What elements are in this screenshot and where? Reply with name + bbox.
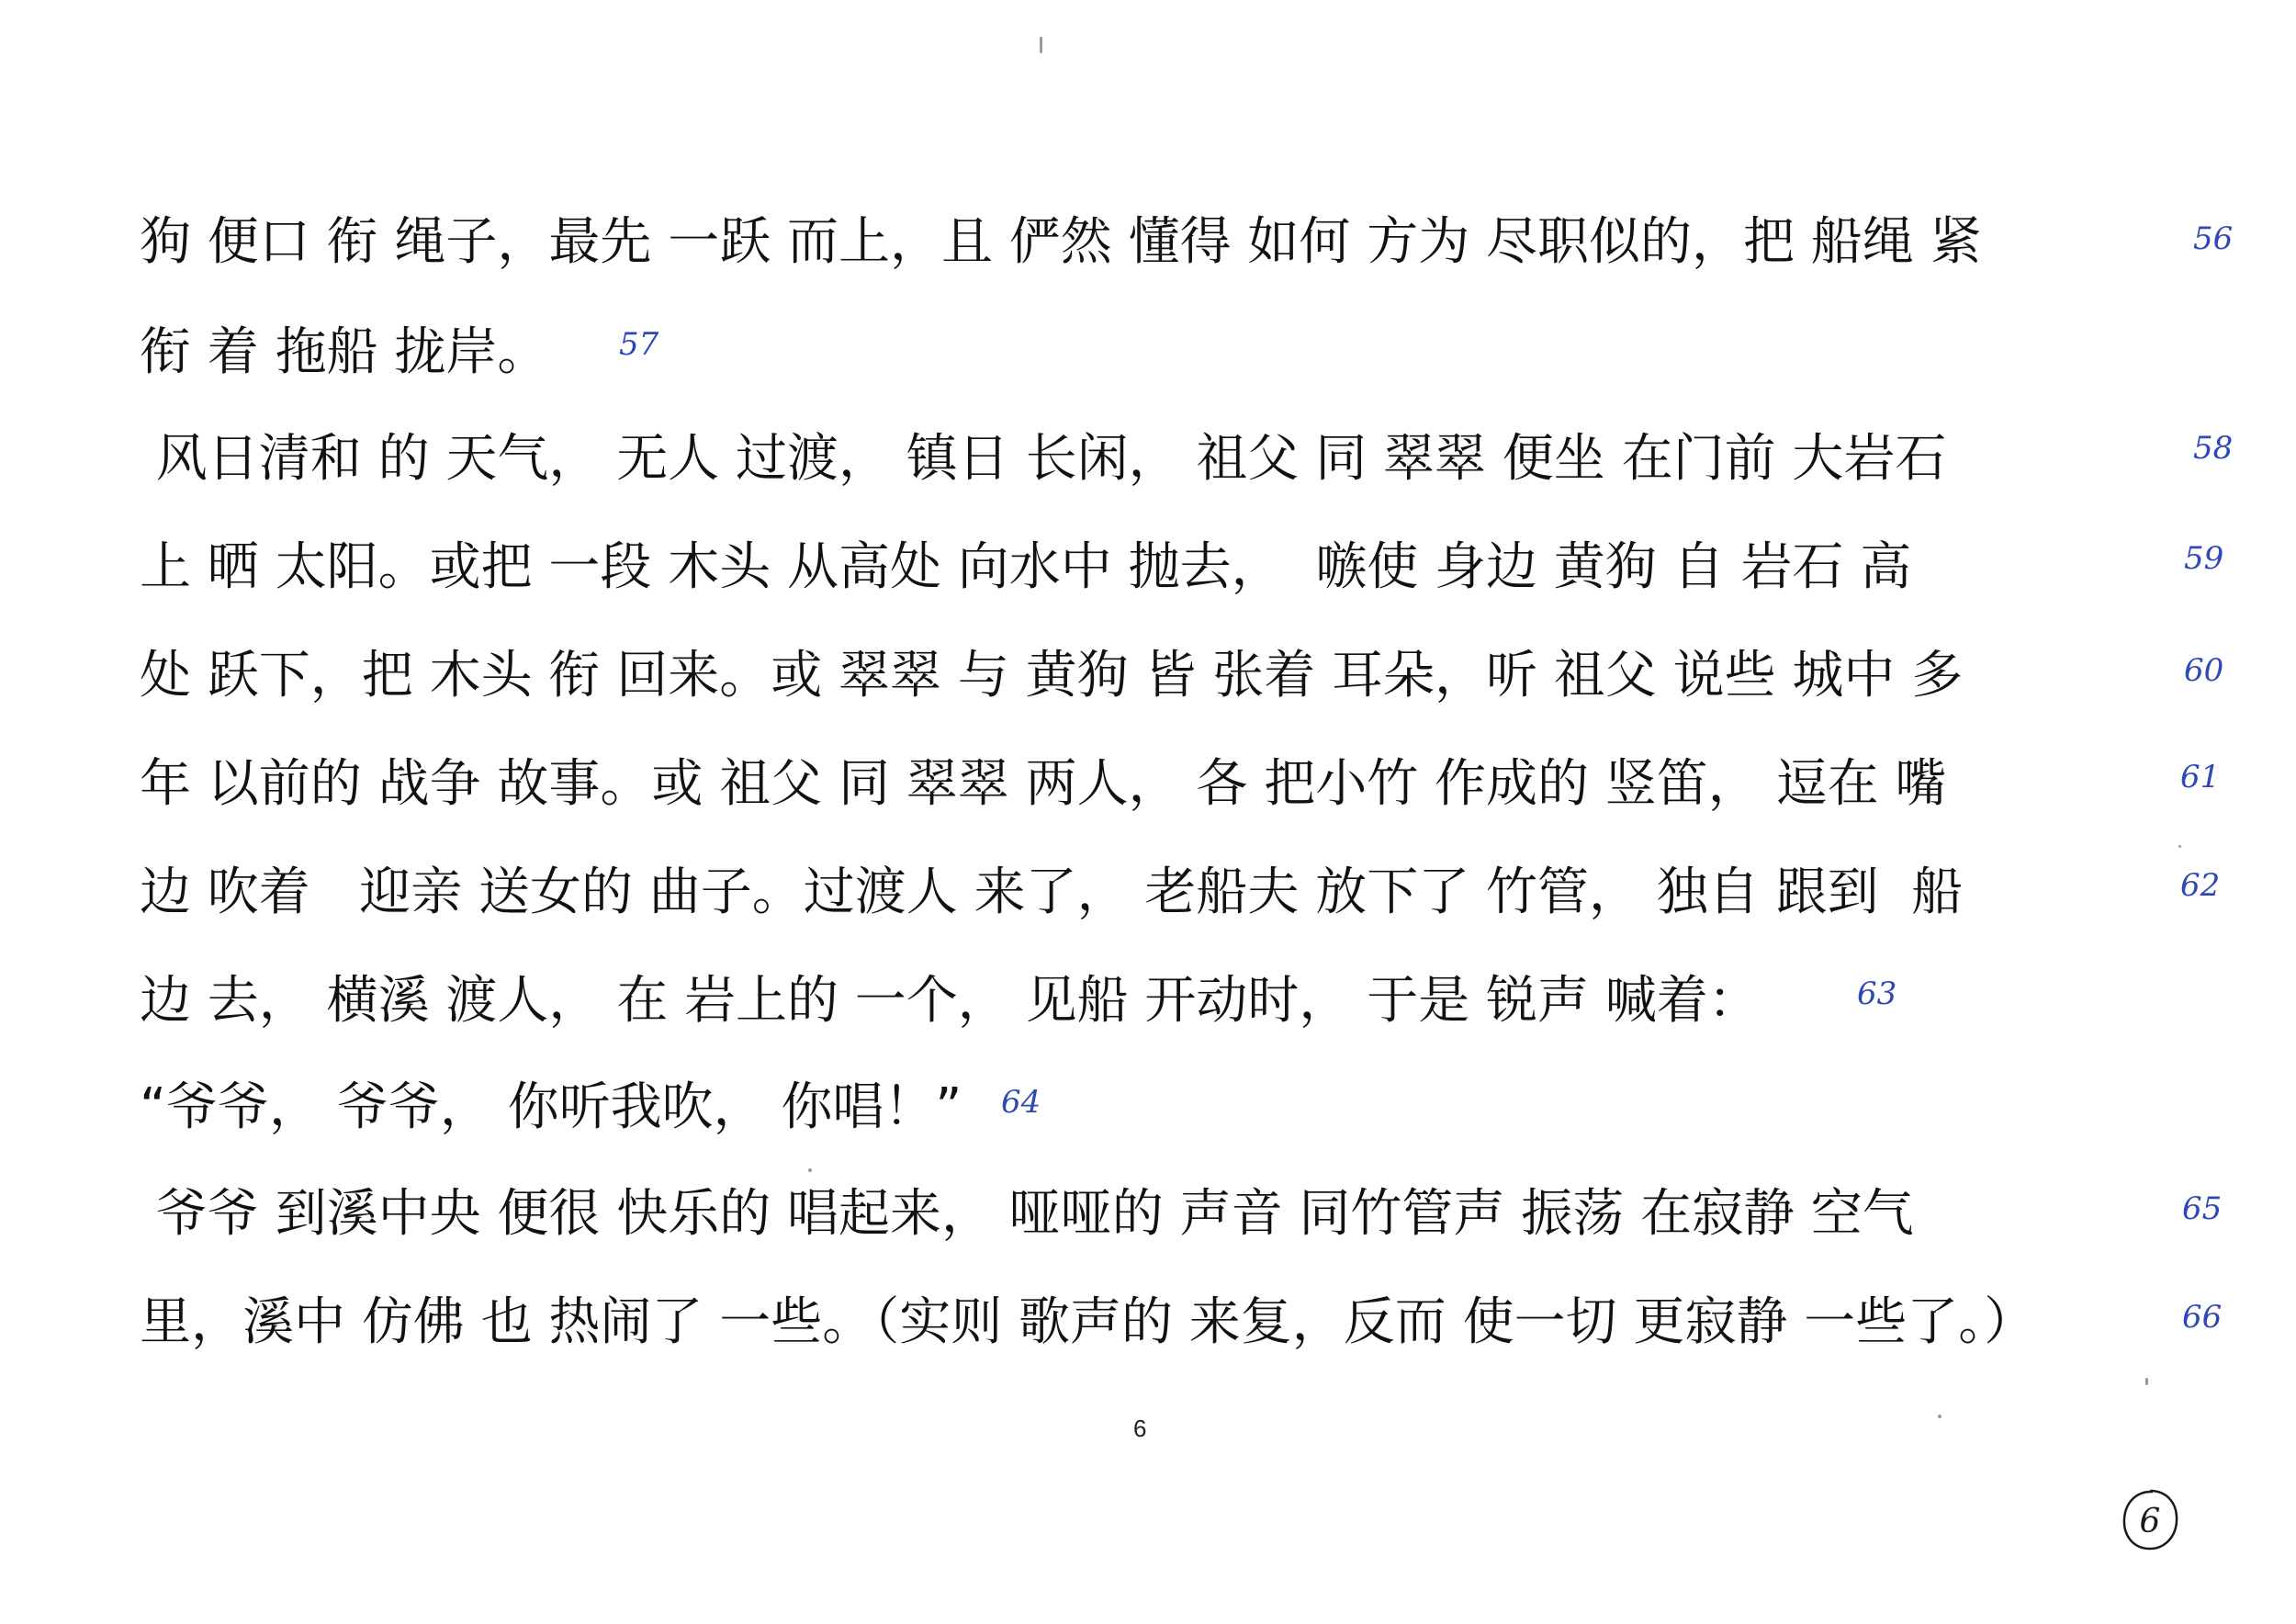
line-number-57: 57 bbox=[619, 326, 659, 363]
circled-page-number bbox=[2120, 1488, 2180, 1552]
scan-speck bbox=[1040, 37, 1042, 53]
scan-speck bbox=[2178, 845, 2181, 848]
text-line-64: “爷爷， 爷爷， 你听我吹， 你唱！” bbox=[140, 1077, 962, 1137]
circled-page-digit: 6 bbox=[2139, 1503, 2161, 1540]
line-number-63: 63 bbox=[1857, 976, 1897, 1012]
line-number-66: 66 bbox=[2182, 1299, 2223, 1336]
text-line-56: 狗 便口 衔 绳子，最先 一跃 而上，且 俨然 懂得 如何 方为 尽职似的，把 船绳 紧 bbox=[140, 212, 1982, 272]
line-number-56: 56 bbox=[2193, 220, 2234, 257]
scan-speck bbox=[808, 1168, 812, 1172]
scan-speck bbox=[2145, 1378, 2148, 1385]
page-number: 6 bbox=[1133, 1415, 1147, 1442]
circle-mark-icon bbox=[2120, 1488, 2180, 1552]
text-line-66: 里，溪中 仿佛 也 热闹了 一些。（实则 歌声的 来复，反而 使一切 更寂静 一些了。） bbox=[140, 1292, 2036, 1352]
line-number-61: 61 bbox=[2180, 759, 2221, 795]
scan-speck bbox=[1938, 1415, 1941, 1418]
line-number-58: 58 bbox=[2193, 430, 2234, 467]
line-number-60: 60 bbox=[2184, 652, 2224, 689]
line-number-64: 64 bbox=[1001, 1084, 1041, 1121]
text-line-59: 上 晒 太阳。或把 一段 木头 从高处 向水中 抛去， 嗾使 身边 黄狗 自 岩石 高 bbox=[140, 537, 1912, 597]
line-number-59: 59 bbox=[2184, 540, 2224, 577]
text-line-60: 处 跃下，把 木头 衔 回来。或 翠翠 与 黄狗 皆 张着 耳朵，听 祖父 说些 城中 多 bbox=[140, 646, 1964, 705]
text-line-62: 边 吹着 迎亲 送女的 曲子。过渡人 来了， 老船夫 放下了 竹管， 独自 跟到 船 bbox=[140, 863, 1964, 922]
text-line-63: 边 去， 横溪 渡人， 在 岩上的 一个， 见船 开动时， 于是 锐声 喊着： bbox=[140, 971, 1760, 1031]
line-number-62: 62 bbox=[2180, 867, 2221, 904]
text-line-61: 年 以前的 战争 故事。或 祖父 同 翠翠 两人， 各 把小竹 作成的 竖笛， 逗在 嘴 bbox=[140, 754, 1947, 814]
line-number-65: 65 bbox=[2182, 1190, 2223, 1227]
text-line-57: 衔 着 拖船 拢岸。 bbox=[140, 322, 549, 382]
text-line-58: 风日清和 的 天气， 无人 过渡， 镇日 长闲， 祖父 同 翠翠 便坐 在门前 大岩石 bbox=[140, 429, 1947, 489]
text-line-65: 爷爷 到溪中央 便很 快乐的 唱起来， 哑哑的 声音 同竹管声 振荡 在寂静 空气 bbox=[140, 1184, 1914, 1244]
